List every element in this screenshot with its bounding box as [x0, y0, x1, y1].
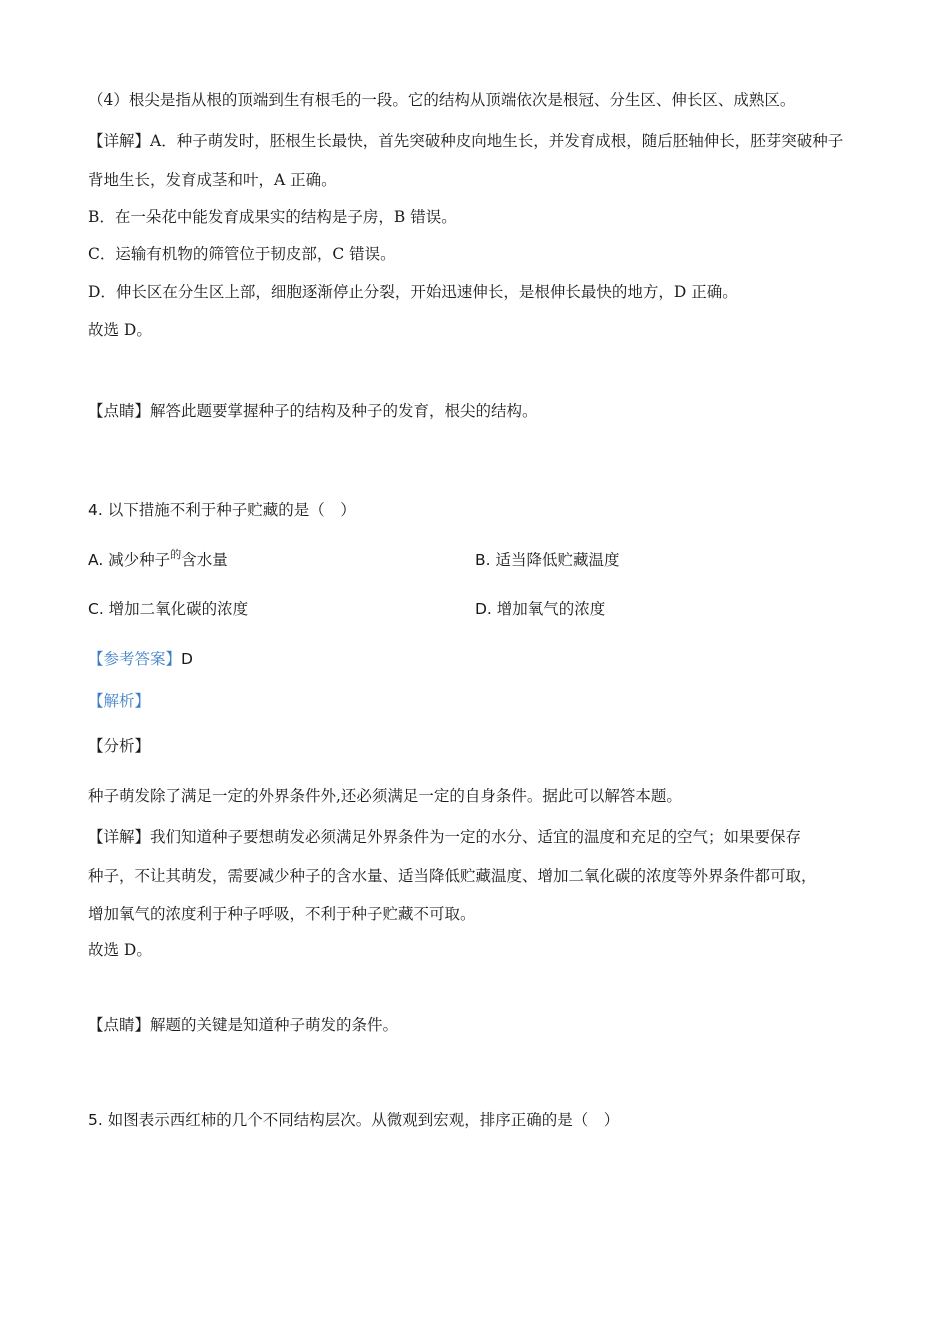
q3-detail-d: D．伸长区在分生区上部，细胞逐渐停止分裂，开始迅速伸长，是根伸长最快的地方，D 正确。 [88, 283, 738, 301]
q4-detail-line3: 增加氧气的浓度利于种子呼吸，不利于种子贮藏不可取。 [88, 905, 476, 923]
q4-option-d: D. 增加氧气的浓度 [475, 600, 606, 618]
q4-stem: 4. 以下措施不利于种子贮藏的是（ ） [88, 501, 356, 519]
q4-option-b: B. 适当降低贮藏温度 [475, 551, 620, 569]
q4-option-a-pre: A. 减少种子 [88, 551, 171, 569]
q3-detail-a-line2: 背地生长，发育成茎和叶，A 正确。 [88, 171, 337, 189]
q3-point4-text: （4）根尖是指从根的顶端到生有根毛的一段。它的结构从顶端依次是根冠、分生区、伸长区、成熟区。 [88, 91, 796, 109]
q5-stem: 5. 如图表示西红柿的几个不同结构层次。从微观到宏观，排序正确的是（ ） [88, 1111, 620, 1129]
q3-comment: 【点睛】解答此题要掌握种子的结构及种子的发育，根尖的结构。 [88, 402, 538, 420]
q4-answer-value: D [181, 650, 193, 668]
q4-answer [88, 649, 193, 669]
q4-option-c: C. 增加二氧化碳的浓度 [88, 600, 249, 618]
q4-answer-label: 【参考答案】 [88, 650, 182, 668]
q4-option-a-post: 含水量 [181, 551, 228, 569]
q3-detail-b: B．在一朵花中能发育成果实的结构是子房，B 错误。 [88, 208, 457, 226]
q4-fenxi-text: 种子萌发除了满足一定的外界条件外,还必须满足一定的自身条件。据此可以解答本题。 [88, 787, 682, 805]
q3-detail-c: C．运输有机物的筛管位于韧皮部，C 错误。 [88, 245, 396, 263]
q4-detail-line1: 【详解】我们知道种子要想萌发必须满足外界条件为一定的水分、适宜的温度和充足的空气；如果要保存 [88, 828, 802, 846]
q4-analysis-label: 【解析】 [88, 692, 151, 710]
q4-fenxi-label: 【分析】 [88, 737, 151, 755]
q3-choose: 故选 D。 [88, 321, 152, 339]
q4-comment: 【点睛】解题的关键是知道种子萌发的条件。 [88, 1016, 399, 1034]
q3-detail-a-line1: 【详解】A．种子萌发时，胚根生长最快，首先突破种皮向地生长，并发育成根，随后胚轴伸长，胚芽突破种子 [88, 132, 844, 150]
q4-choose: 故选 D。 [88, 941, 152, 959]
q4-option-a [88, 550, 228, 572]
q4-option-a-sup: 的 [170, 548, 182, 561]
q4-detail-line2: 种子，不让其萌发，需要减少种子的含水量、适当降低贮藏温度、增加二氧化碳的浓度等外界条件都可取， [88, 867, 817, 885]
